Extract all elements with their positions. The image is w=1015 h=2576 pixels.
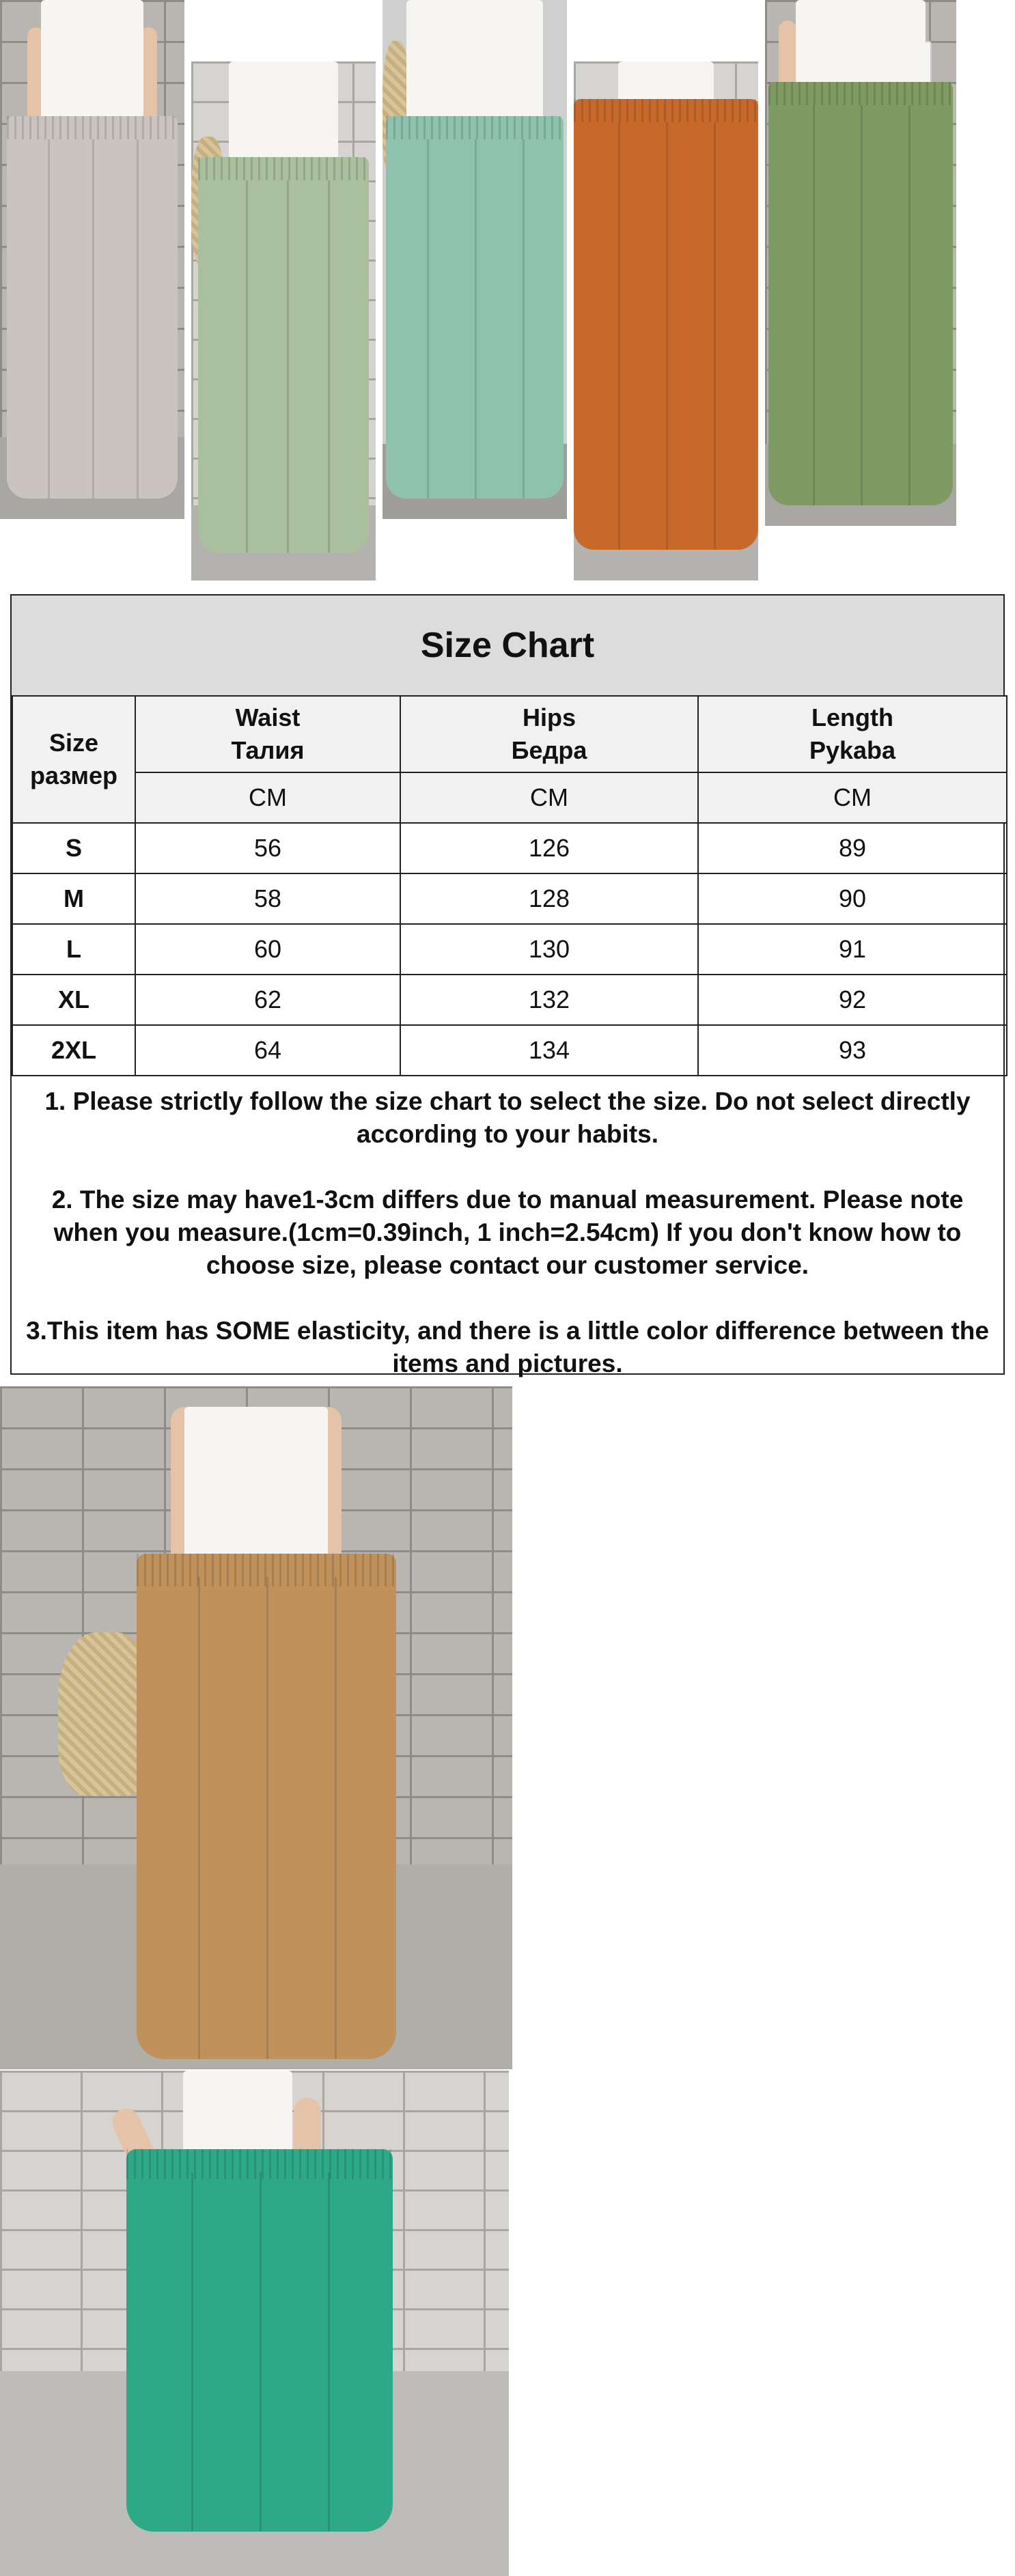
waist-cell: 64 — [135, 1025, 400, 1076]
table-row — [12, 924, 1007, 975]
waist-cell: 62 — [135, 975, 400, 1025]
size-chart-title: Size Chart — [420, 626, 595, 665]
note-2: 2. The size may have1-3cm differs due to manual measurement. Please note when you measure.(1cm=0.39inch, 1 inch=2.54cm) If you don't know how to choose size, please contact our customer service. — [51, 1186, 964, 1279]
size-column-header — [12, 696, 135, 823]
size-header-en: Size — [48, 729, 99, 757]
size-cell: 2XL — [12, 1025, 135, 1076]
waist-cell: 60 — [135, 924, 400, 975]
length-cell: 93 — [698, 1025, 1007, 1076]
unit-row — [12, 772, 1007, 823]
waist-unit: CM — [135, 772, 400, 823]
length-header-en: Length — [811, 703, 893, 731]
length-cell: 91 — [698, 924, 1007, 975]
hips-header-en: Hips — [522, 703, 576, 731]
product-photo-rust — [574, 61, 758, 580]
waist-cell: 58 — [135, 873, 400, 924]
pants-olive — [768, 82, 953, 505]
note-3: 3.This item has SOME elasticity, and there is a little color difference between the items and pictures. — [26, 1317, 989, 1377]
size-table — [12, 695, 1007, 1076]
length-cell: 92 — [698, 975, 1007, 1025]
length-column-header — [698, 696, 1007, 772]
table-row — [12, 823, 1007, 873]
pants-mint — [386, 116, 564, 499]
hips-cell: 130 — [400, 924, 698, 975]
length-header-ru: Pykaba — [809, 736, 896, 764]
pants-beige — [7, 116, 178, 499]
length-unit: CM — [698, 772, 1007, 823]
size-header-ru: размер — [29, 761, 118, 789]
size-cell: M — [12, 873, 135, 924]
product-photo-camel — [0, 1386, 512, 2069]
size-chart-header — [12, 596, 1003, 697]
product-photo-teal — [0, 2071, 509, 2576]
size-cell: S — [12, 823, 135, 873]
waist-cell: 56 — [135, 823, 400, 873]
hips-cell: 134 — [400, 1025, 698, 1076]
product-photo-beige — [0, 0, 184, 519]
table-row — [12, 873, 1007, 924]
waist-column-header — [135, 696, 400, 772]
product-photo-olive — [765, 0, 956, 526]
length-cell: 90 — [698, 873, 1007, 924]
table-header-row — [12, 696, 1007, 772]
pants-rust — [574, 99, 758, 550]
pants-sage — [198, 157, 369, 553]
waist-header-en: Waist — [235, 703, 301, 731]
hips-cell: 128 — [400, 873, 698, 924]
hips-unit: CM — [400, 772, 698, 823]
hips-header-ru: Бедра — [511, 736, 587, 764]
hips-cell: 126 — [400, 823, 698, 873]
product-photo-mint — [383, 0, 567, 519]
size-cell: L — [12, 924, 135, 975]
hips-cell: 132 — [400, 975, 698, 1025]
pants-teal — [126, 2149, 393, 2532]
length-cell: 89 — [698, 823, 1007, 873]
table-row — [12, 975, 1007, 1025]
hips-column-header — [400, 696, 698, 772]
product-photo-sage — [191, 61, 376, 580]
size-chart — [10, 594, 1005, 1375]
size-notes — [12, 1077, 1003, 1375]
note-1: 1. Please strictly follow the size chart to select the size. Do not select directly according to your habits. — [44, 1087, 971, 1148]
table-row — [12, 1025, 1007, 1076]
size-cell: XL — [12, 975, 135, 1025]
pants-camel — [137, 1554, 396, 2059]
waist-header-ru: Талия — [231, 736, 305, 764]
